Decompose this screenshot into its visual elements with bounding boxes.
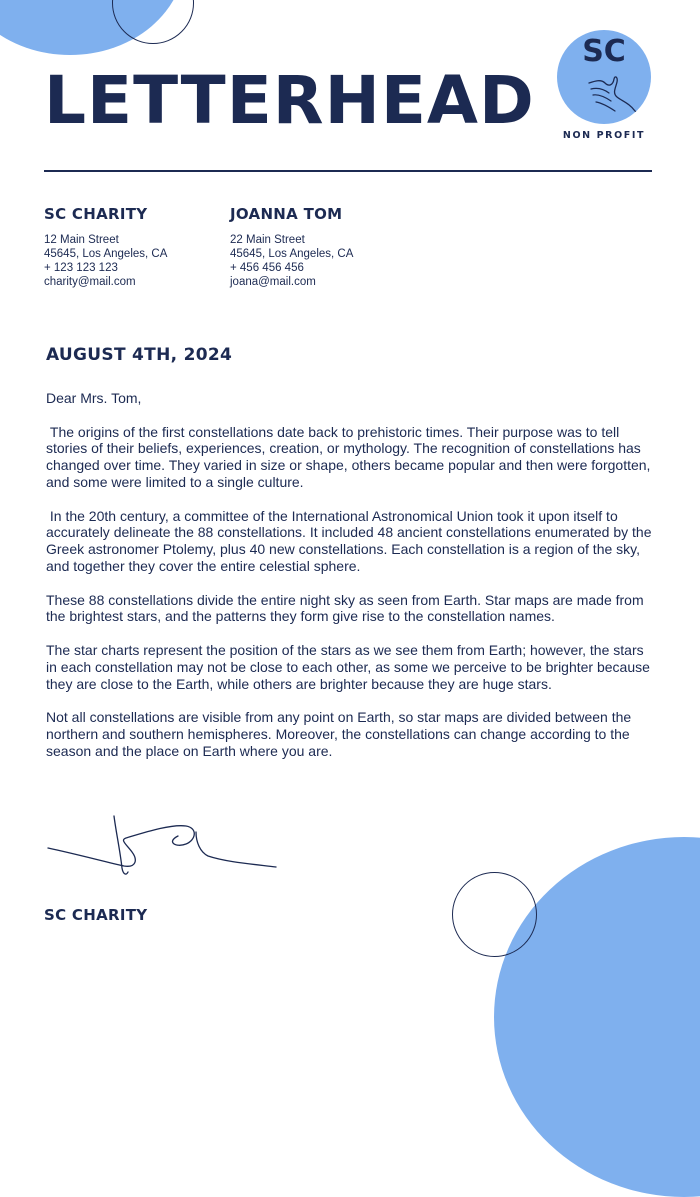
body-paragraph: The star charts represent the position of the stars as we see them from Earth; however, the stars in each constellation may not be close to each other, as some we perceive to be brighter because they are close to the Earth, while others are brighter because they are huge stars. [46,641,650,692]
decorative-ring-bottom-right [452,872,537,957]
recipient-email: joana@mail.com [230,276,316,288]
body-paragraph: In the 20th century, a committee of the International Astronomical Union took it upon itself to accurately delineate the 88 constellations. It included 48 ancient constellations enumerated by the Greek astronomer Ptolemy, plus 40 new constellations. Each constellation is a region of the sky, and together they cover the entire celestial sphere. [46,507,656,574]
sender-email: charity@mail.com [44,276,136,288]
sender-block [44,205,234,289]
hand-icon [587,75,643,117]
sender-phone: + 123 123 123 [44,262,118,274]
logo-initials: SC [582,34,626,69]
salutation: Dear Mrs. Tom, [46,390,142,406]
sender-name: SC CHARITY [44,205,148,223]
recipient-address-line1: 22 Main Street [230,234,305,246]
logo [557,30,651,124]
letter-date: AUGUST 4TH, 2024 [46,345,233,365]
recipient-name: JOANNA TOM [230,205,343,223]
body-paragraph: Not all constellations are visible from any point on Earth, so star maps are divided between the northern and southern hemispheres. Moreover, the constellations can change according to the season and the place on Earth where you are. [46,709,632,759]
sender-address-line2: 45645, Los Angeles, CA [44,248,168,260]
body-paragraph: These 88 constellations divide the entire night sky as seen from Earth. Star maps are made from the brightest stars, and the patterns they form give rise to the constellation names. [46,591,644,625]
recipient-phone: + 456 456 456 [230,262,304,274]
body-paragraph: The origins of the first constellations date back to prehistoric times. Their purpose was to tell stories of their beliefs, experiences, creation, or mythology. The recognition of constellations has changed over time. They varied in size or shape, others became popular and then were forgotten, and some were limited to a single culture. [46,423,655,490]
letter-body [46,390,658,776]
recipient-address-line2: 45645, Los Angeles, CA [230,248,354,260]
sender-address-line1: 12 Main Street [44,234,119,246]
page-title: LETTERHEAD [44,62,535,139]
signature-name: SC CHARITY [44,906,148,924]
signature-image [46,810,286,880]
logo-tagline: NON PROFIT [562,130,646,141]
recipient-block [230,205,420,289]
header-divider [44,170,652,172]
